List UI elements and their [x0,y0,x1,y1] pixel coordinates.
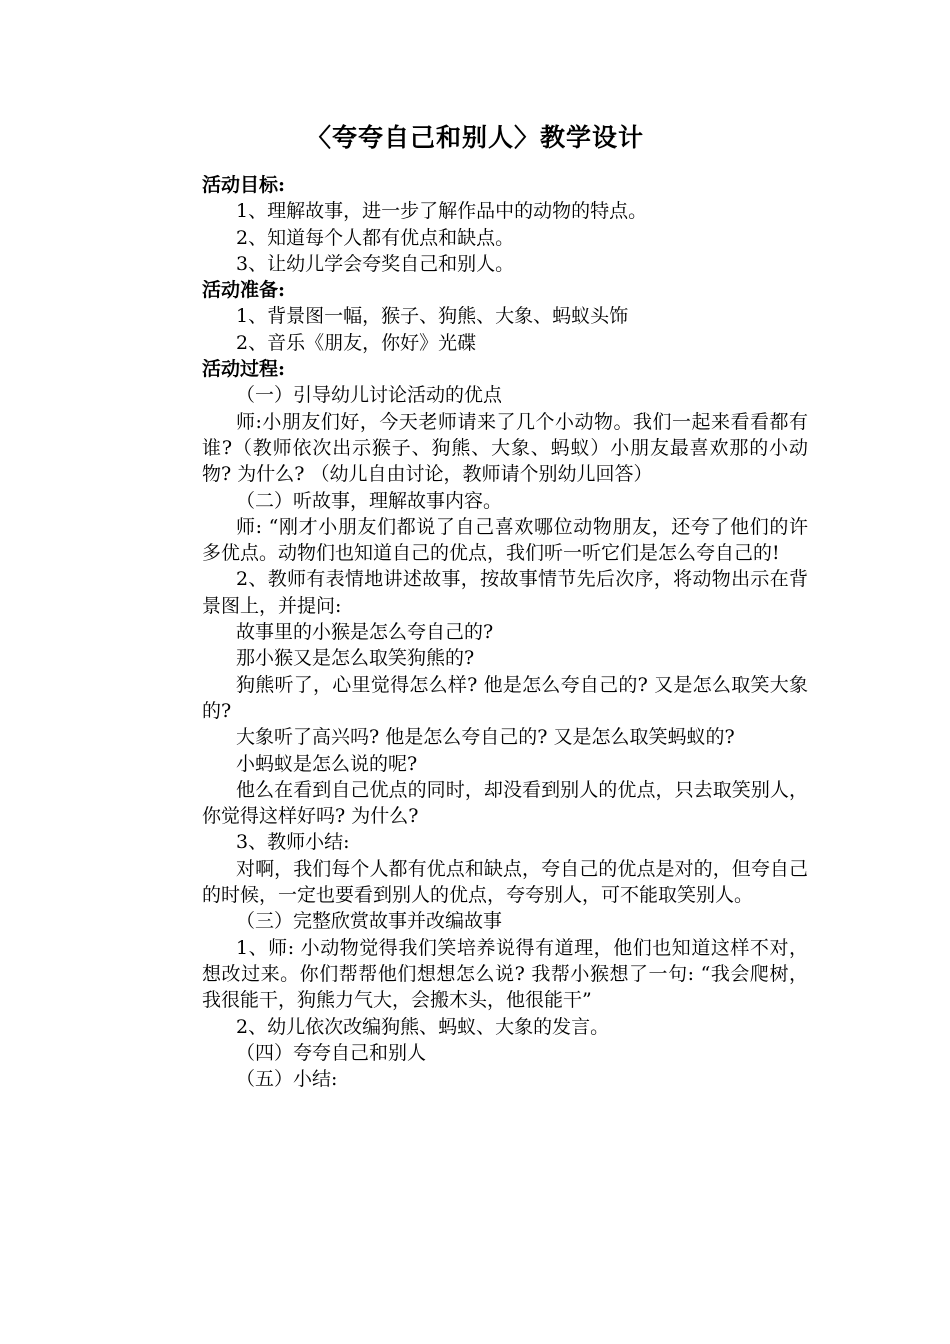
question-line: 他么在看到自己优点的同时，却没看到别人的优点，只去取笑别人，你觉得这样好吗? 为什么? [202,778,808,828]
process-paragraph: 对啊，我们每个人都有优点和缺点，夸自己的优点是对的，但夸自己的时候，一定也要看到别人的优点，夸夸别人，可不能取笑别人。 [202,857,808,907]
process-step-2-title: （二）听故事，理解故事内容。 [236,489,503,512]
summary-label: 3、教师小结: [236,831,350,854]
process-paragraph: 2、教师有表情地讲述故事，按故事情节先后次序，将动物出示在背景图上，并提问: [202,568,808,617]
question-line: 故事里的小猴是怎么夸自己的? [236,621,494,644]
prep-item: 2、音乐《朋友，你好》光碟 [236,331,477,354]
goal-item: 2、知道每个人都有优点和缺点。 [236,226,515,249]
goals-heading: 活动目标: [202,174,286,196]
process-paragraph: 师: “刚才小朋友们都说了自己喜欢哪位动物朋友，还夸了他们的许多优点。动物们也知道自己的优点，我们听一听它们是怎么夸自己的! [202,515,808,565]
question-line: 大象听了高兴吗? 他是怎么夸自己的? 又是怎么取笑蚂蚁的? [236,726,735,749]
question-line: 狗熊听了，心里觉得怎么样? 他是怎么夸自己的? 又是怎么取笑大象的? [202,673,808,722]
process-step-4-title: （四）夸夸自己和别人 [236,1041,427,1064]
process-heading: 活动过程: [202,358,286,381]
process-step-3-title: （三）完整欣赏故事并改编故事 [236,910,503,933]
document-title: 〈夸夸自己和别人〉教学设计 [305,123,644,152]
process-paragraph: 2、幼儿依次改编狗熊、蚂蚁、大象的发言。 [236,1015,610,1038]
process-paragraph: 师:小朋友们好，今天老师请来了几个小动物。我们一起来看看都有谁?（教师依次出示猴子、狗熊、大象、蚂蚁）小朋友最喜欢那的小动物? 为什么? （幼儿自由讨论，教师请个别幼儿回答） [202,410,808,486]
prep-heading: 活动准备: [202,279,286,302]
process-paragraph: 1、师: 小动物觉得我们笑培养说得有道理，他们也知道这样不对，想改过来。你们帮帮他们想想怎么说? 我帮小猴想了一句: “我会爬树，我很能干，狗熊力气大，会搬木头，他很能干” [202,936,808,1012]
prep-item: 1、背景图一幅，猴子、狗熊、大象、蚂蚁头饰 [236,305,629,328]
goal-item: 3、让幼儿学会夸奖自己和别人。 [236,252,515,275]
question-line: 小蚂蚁是怎么说的呢? [236,752,418,775]
document-body [202,172,808,1092]
question-line: 那小猴又是怎么取笑狗熊的? [236,647,475,670]
process-step-1-title: （一）引导幼儿讨论活动的优点 [236,384,503,407]
process-step-5-title: （五）小结: [236,1068,338,1091]
goal-item: 1、理解故事，进一步了解作品中的动物的特点。 [236,200,648,223]
